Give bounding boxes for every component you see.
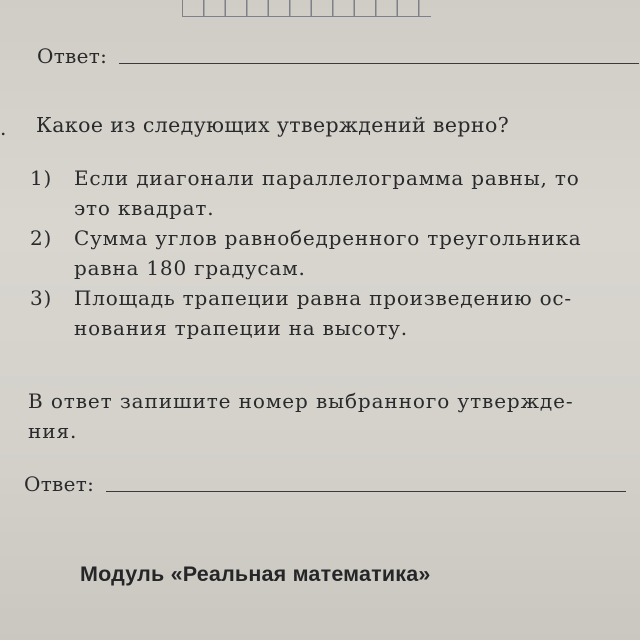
bottom-answer-line[interactable] bbox=[106, 491, 626, 492]
statement-3 bbox=[30, 283, 640, 343]
statements-list bbox=[30, 163, 640, 343]
top-answer-row bbox=[37, 44, 639, 68]
statement-1 bbox=[30, 163, 640, 223]
bottom-answer-label: Ответ: bbox=[24, 472, 95, 496]
instruction-line1: В ответ запишите номер выбранного утвержде- bbox=[28, 389, 574, 413]
question-number-fragment: . bbox=[0, 116, 7, 140]
statement-text-line2: равна 180 градусам. bbox=[74, 256, 306, 280]
statement-text-line1: Площадь трапеции равна произведению ос- bbox=[74, 286, 572, 310]
top-answer-line[interactable] bbox=[119, 63, 639, 64]
statement-number: 3) bbox=[30, 286, 53, 310]
instruction-line2: ния. bbox=[28, 419, 78, 443]
module-title: Модуль «Реальная математика» bbox=[80, 562, 431, 586]
statement-2 bbox=[30, 223, 640, 283]
answer-instruction bbox=[28, 386, 574, 446]
statement-number: 1) bbox=[30, 166, 53, 190]
bottom-answer-row bbox=[24, 472, 626, 496]
statement-text-line2: нования трапеции на высоту. bbox=[74, 316, 408, 340]
answer-grid-cells bbox=[182, 0, 431, 17]
statement-text-line2: это квадрат. bbox=[74, 196, 215, 220]
top-answer-label: Ответ: bbox=[37, 44, 108, 68]
question-text: Какое из следующих утверждений верно? bbox=[36, 113, 510, 137]
statement-text-line1: Если диагонали параллелограмма равны, то bbox=[74, 166, 580, 190]
statement-number: 2) bbox=[30, 226, 53, 250]
statement-text-line1: Сумма углов равнобедренного треугольника bbox=[74, 226, 582, 250]
